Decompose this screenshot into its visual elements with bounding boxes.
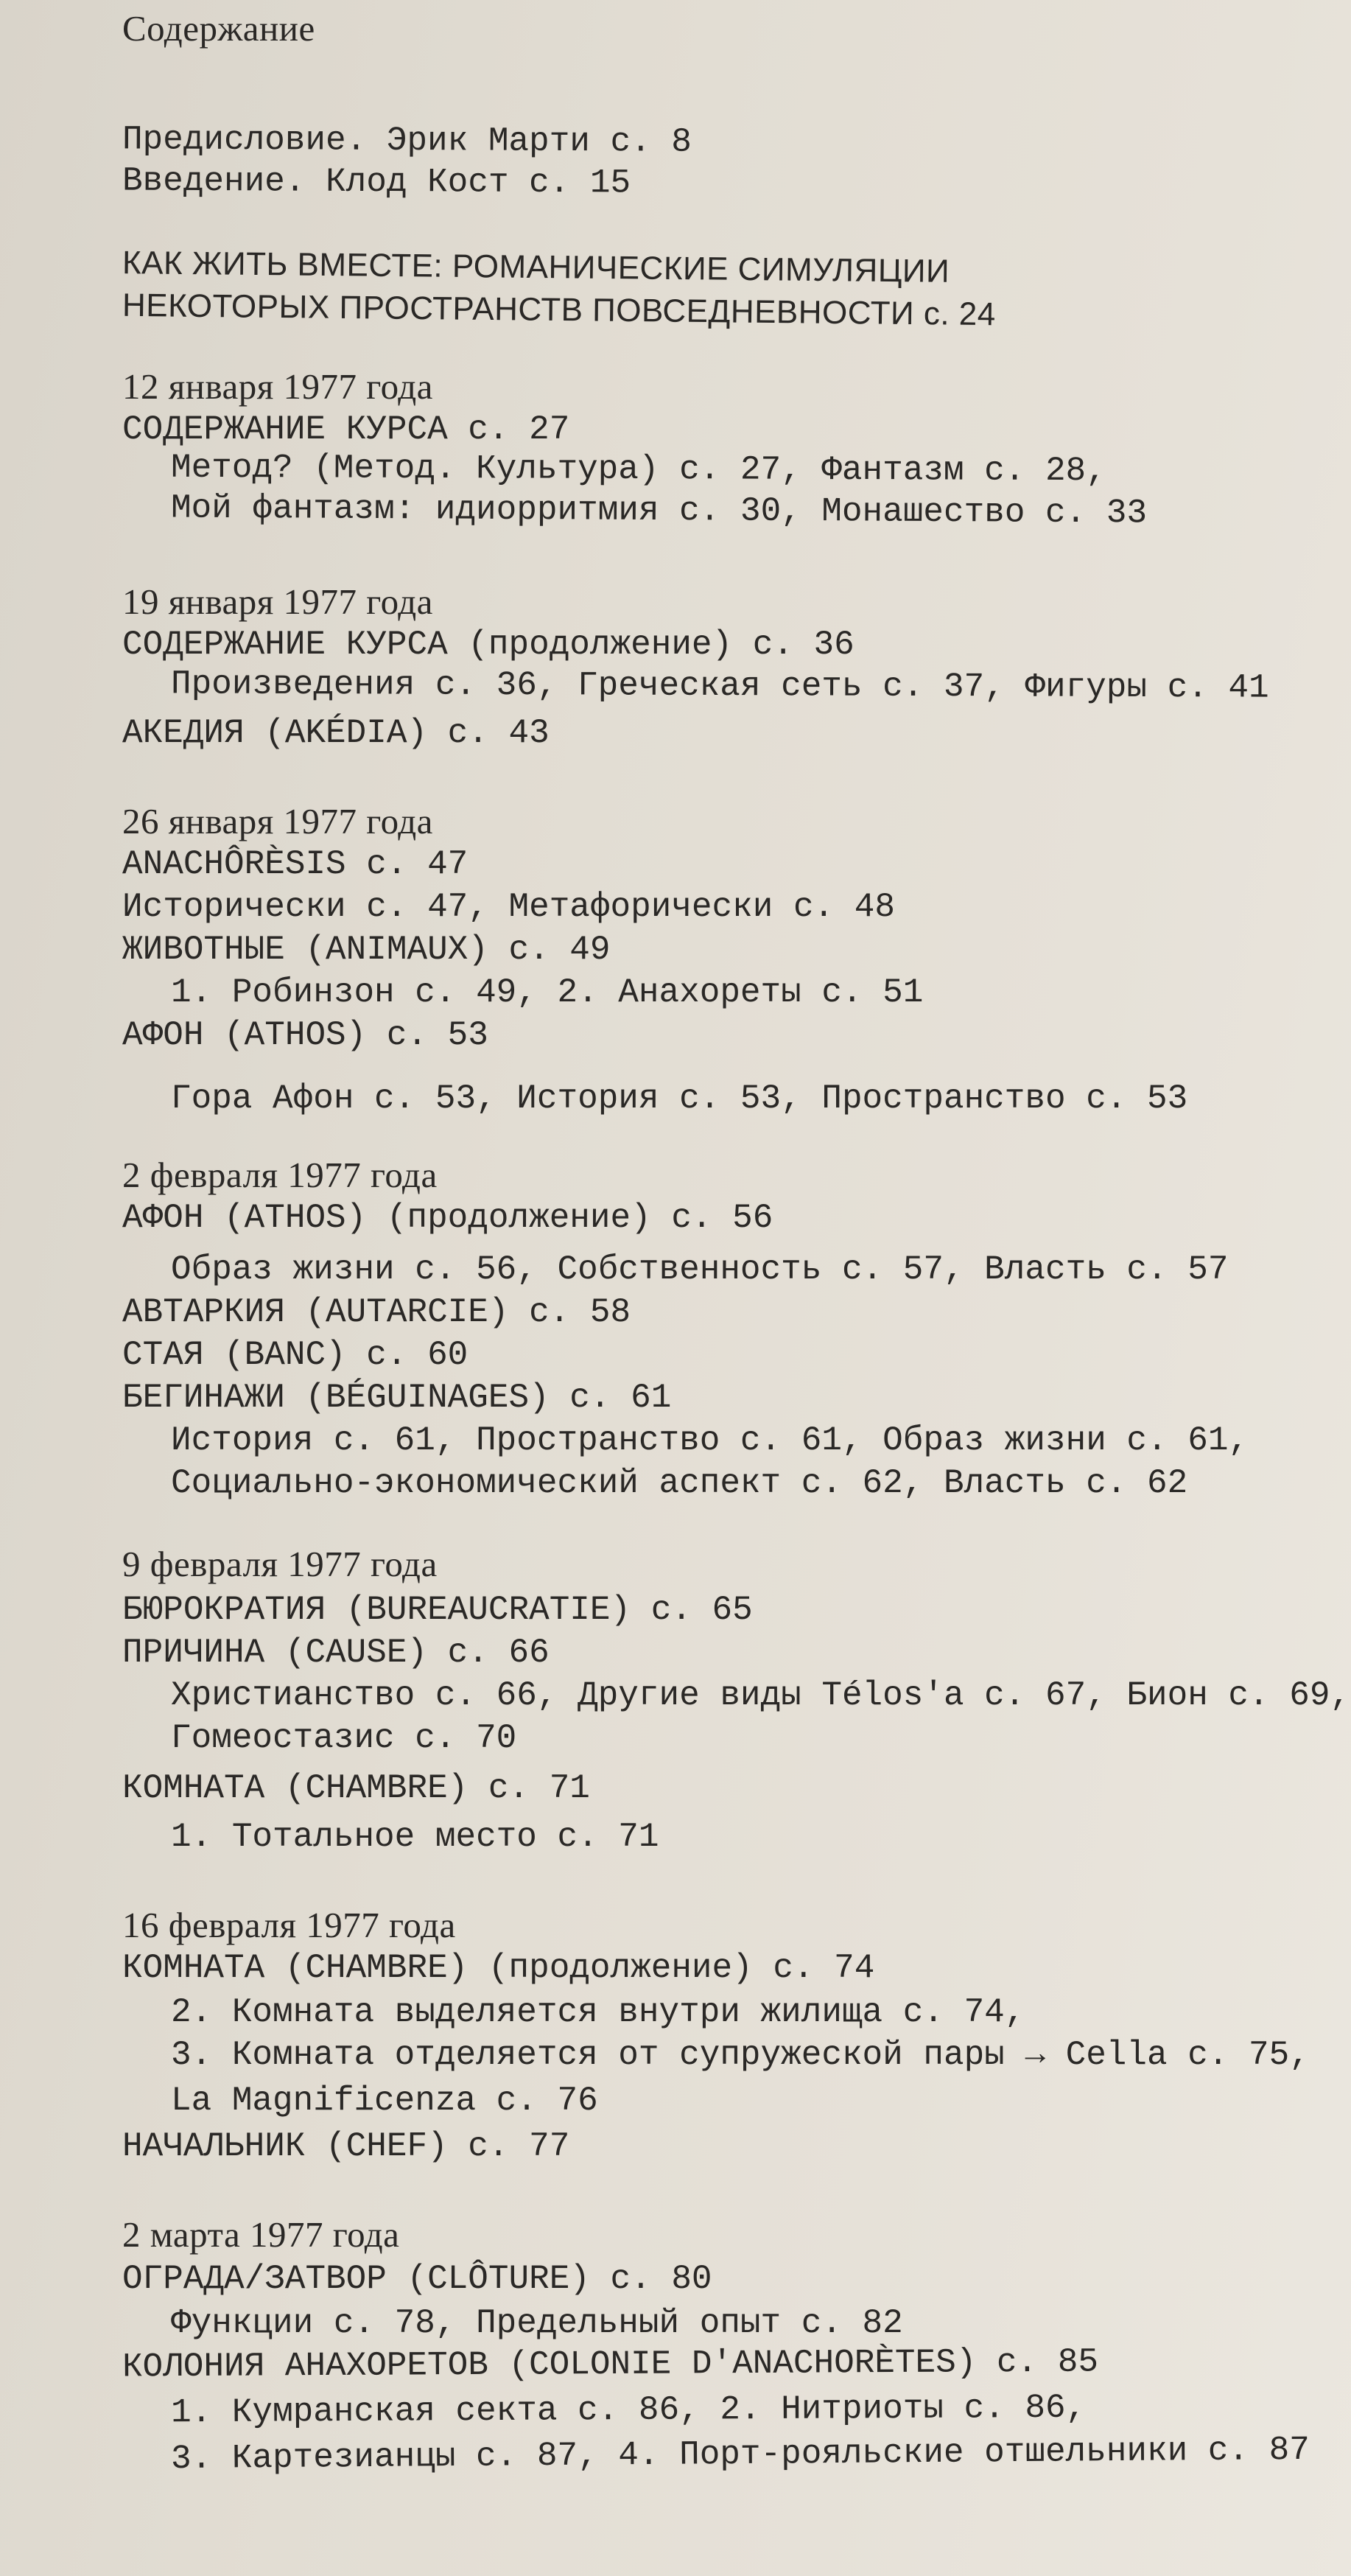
toc-entry-sub: 1. Тотальное место с. 71 [171, 1818, 659, 1856]
toc-entry-sub: История с. 61, Пространство с. 61, Образ жизни с. 61, [171, 1421, 1249, 1460]
toc-entry-sub: Христианство с. 66, Другие виды Télos'а с. 67, Бион с. 69, [171, 1676, 1351, 1715]
toc-entry-sub: 3. Картезианцы с. 87, 4. Порт-рояльские отшельники с. 87 [170, 2430, 1310, 2479]
toc-entry-heading: АКЕДИЯ (AKÉDIA) с. 43 [122, 714, 550, 752]
main-title-line-2: НЕКОТОРЫХ ПРОСТРАНСТВ ПОВСЕДНЕВНОСТИ с. 24 [122, 287, 996, 333]
toc-entry-heading: ПРИЧИНА (CAUSE) с. 66 [122, 1634, 550, 1672]
toc-entry-heading: ANACHÔRÈSIS с. 47 [122, 845, 469, 883]
toc-entry-heading: БЮРОКРАТИЯ (BUREAUCRATIE) с. 65 [122, 1591, 753, 1629]
toc-entry-heading: ОГРАДА/ЗАТВОР (CLÔTURE) с. 80 [122, 2260, 712, 2298]
toc-entry-heading: АВТАРКИЯ (AUTARCIE) с. 58 [122, 1293, 631, 1331]
toc-entry-heading: БЕГИНАЖИ (BÉGUINAGES) с. 61 [122, 1379, 672, 1417]
toc-entry-heading: АФОН (ATHOS) (продолжение) с. 56 [122, 1199, 773, 1237]
toc-entry-sub: Мой фантазм: идиорритмия с. 30, Монашество с. 33 [170, 489, 1148, 533]
session-date: 2 марта 1977 года [122, 2214, 400, 2255]
toc-entry-sub: Образ жизни с. 56, Собственность с. 57, Власть с. 57 [171, 1250, 1229, 1289]
toc-entry-sub: 1. Кумранская секта с. 86, 2. Нитриоты с. 86, [170, 2388, 1087, 2432]
main-title-line-1: КАК ЖИТЬ ВМЕСТЕ: РОМАНИЧЕСКИЕ СИМУЛЯЦИИ [122, 245, 950, 290]
toc-entry-heading: НАЧАЛЬНИК (CHEF) с. 77 [122, 2127, 570, 2166]
toc-entry-sub: Функции с. 78, Предельный опыт с. 82 [171, 2304, 903, 2342]
toc-entry-heading: СОДЕРЖАНИЕ КУРСА с. 27 [122, 410, 570, 449]
session-date: 2 февраля 1977 года [122, 1155, 438, 1195]
front-matter-preface: Предисловие. Эрик Марти с. 8 [122, 120, 692, 161]
session-date: 26 января 1977 года [122, 801, 433, 841]
toc-entry-sub: 1. Робинзон с. 49, 2. Анахореты с. 51 [171, 973, 924, 1012]
toc-entry-sub: Исторически с. 47, Метафорически с. 48 [122, 888, 895, 926]
session-date: 9 февраля 1977 года [122, 1544, 438, 1584]
toc-entry-sub: 2. Комната выделяется внутри жилища с. 74, [171, 1993, 1025, 2031]
toc-entry-sub: Произведения с. 36, Греческая сеть с. 37, Фигуры с. 41 [170, 665, 1269, 707]
session-date: 19 января 1977 года [122, 581, 433, 622]
page-title: Содержание [122, 8, 315, 49]
toc-entry-heading: АФОН (ATHOS) с. 53 [122, 1016, 488, 1054]
toc-entry-heading: КОЛОНИЯ АНАХОРЕТОВ (COLONIE D'ANACHORÈTES) с. 85 [122, 2342, 1099, 2387]
toc-entry-heading: СТАЯ (BANC) с. 60 [122, 1336, 469, 1374]
toc-entry-heading: КОМНАТА (CHAMBRE) (продолжение) с. 74 [122, 1949, 875, 1987]
toc-entry-sub: Гора Афон с. 53, История с. 53, Пространство с. 53 [171, 1079, 1188, 1118]
toc-entry-heading: КОМНАТА (CHAMBRE) с. 71 [122, 1769, 590, 1807]
toc-entry-heading: ЖИВОТНЫЕ (ANIMAUX) с. 49 [122, 931, 611, 969]
toc-entry-sub: La Magnificenza с. 76 [171, 2082, 598, 2120]
toc-entry-sub: Метод? (Метод. Культура) с. 27, Фантазм с. 28, [170, 448, 1106, 491]
toc-entry-sub: Гомеостазис с. 70 [171, 1719, 517, 1757]
toc-entry-heading: СОДЕРЖАНИЕ КУРСА (продолжение) с. 36 [122, 626, 855, 664]
toc-entry-sub: 3. Комната отделяется от супружеской пары → Cella с. 75, [171, 2036, 1310, 2074]
front-matter-introduction: Введение. Клод Кост с. 15 [122, 161, 631, 203]
toc-entry-sub: Социально-экономический аспект с. 62, Власть с. 62 [171, 1464, 1188, 1502]
session-date: 12 января 1977 года [122, 366, 433, 407]
session-date: 16 февраля 1977 года [122, 1905, 456, 1945]
